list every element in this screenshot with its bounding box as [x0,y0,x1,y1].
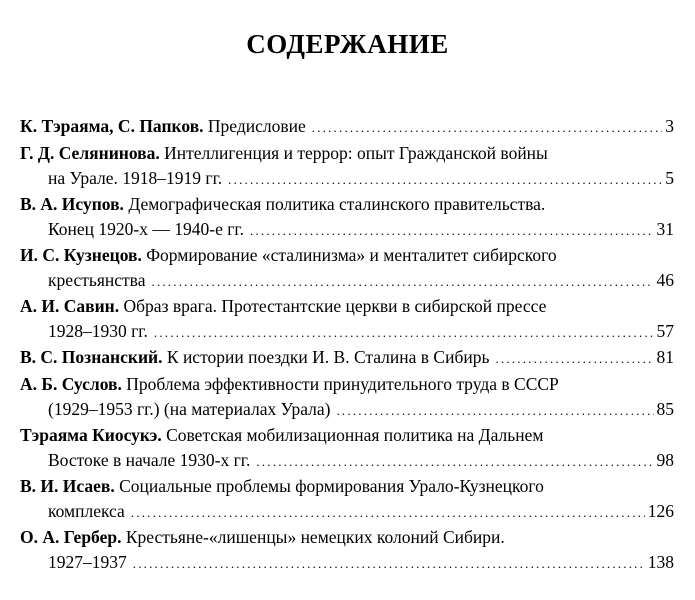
toc-entry-title-continuation: крестьянства [48,270,146,290]
toc-entry-page-number: 98 [656,450,674,470]
toc-entry-title: Интеллигенция и террор: опыт Гражданской войны [164,143,548,163]
toc-entry-title: К истории поездки И. В. Сталина в Сибирь [166,347,490,367]
dot-leader [495,346,653,371]
toc-entry-line [20,448,674,473]
toc-entry-page-number: 3 [665,116,674,136]
toc-entry-author: Тэраяма Киосукэ. [20,425,162,445]
toc-entry-line [20,423,674,448]
toc-entry-title-continuation: (1929–1953 гг.) (на материалах Урала) [48,399,331,419]
toc-entry-title-continuation: Конец 1920-х — 1940-е гг. [48,219,244,239]
toc-entry-title: Образ врага. Протестантские церкви в сибирской прессе [123,296,547,316]
toc-entry-line [20,397,674,422]
toc-entry-line [20,217,674,242]
toc-entry-author: О. А. Гербер. [20,527,122,547]
toc-entry [20,192,674,242]
toc-entry-line [20,141,674,166]
dot-leader [336,398,653,423]
toc-entry-line [20,372,674,397]
toc-entry-author: А. И. Савин. [20,296,120,316]
toc-entry-title: Демографическая политика сталинского правительства. [128,194,546,214]
toc-entry [20,474,674,524]
toc-entry-author: В. А. Исупов. [20,194,124,214]
toc-entry-title: Советская мобилизационная политика на Дальнем [166,425,544,445]
toc-entry-page-number: 138 [647,552,674,572]
toc-entry [20,141,674,191]
toc-entry-title: Крестьяне-«лишенцы» немецких колоний Сибири. [125,527,505,547]
toc-entry-page-number: 57 [656,321,674,341]
toc-entry-page-number: 85 [656,399,674,419]
toc-entry-line [20,294,674,319]
toc-entry-author: Г. Д. Селянинова. [20,143,160,163]
toc-entry-title: Предисловие [207,116,306,136]
toc-entry-author: В. И. Исаев. [20,476,115,496]
toc-entry-title-continuation: 1927–1937 [48,552,127,572]
toc-entry-line [20,474,674,499]
toc-entry [20,423,674,473]
toc-entry [20,345,674,370]
dot-leader [151,269,653,294]
toc-entry [20,243,674,293]
toc-entry-title-continuation: на Урале. 1918–1919 гг. [48,168,223,188]
toc-entry-author: В. С. Познанский. [20,347,163,367]
toc-entry-page-number: 46 [656,270,674,290]
toc-entry-page-number: 126 [647,501,674,521]
toc-entry-author: К. Тэраяма, С. Папков. [20,116,204,136]
toc-entry [20,525,674,575]
dot-leader [250,218,654,243]
toc-entry-author: А. Б. Суслов. [20,374,122,394]
toc-entry-line [20,319,674,344]
toc-entry [20,372,674,422]
toc-entry-author: И. С. Кузнецов. [20,245,142,265]
toc-entry-line [20,345,674,370]
toc-entry-line [20,114,674,139]
toc-entry-line [20,268,674,293]
toc-entry-line [20,525,674,550]
toc-entry-page-number: 81 [656,347,674,367]
dot-leader [154,320,654,345]
toc-entry-title-continuation: 1928–1930 гг. [48,321,148,341]
toc-entry-page-number: 5 [665,168,674,188]
toc-entry-title: Проблема эффективности принудительного труда в СССР [126,374,559,394]
toc-entry [20,114,674,139]
toc-entry-line [20,499,674,524]
toc-entry-line [20,192,674,217]
toc-entry-title: Социальные проблемы формирования Урало-Кузнецкого [119,476,544,496]
toc-entry-line [20,550,674,575]
toc-entry-title: Формирование «сталинизма» и менталитет сибирского [146,245,557,265]
dot-leader [312,115,663,140]
toc-entry-line [20,243,674,268]
dot-leader [256,449,653,474]
toc-entry [20,294,674,344]
toc-entry-line [20,166,674,191]
dot-leader [131,500,645,525]
toc-entry-page-number: 31 [656,219,674,239]
toc-entry-title-continuation: Востоке в начале 1930-х гг. [48,450,251,470]
toc-entry-title-continuation: комплекса [48,501,125,521]
dot-leader [228,167,662,192]
page-title: СОДЕРЖАНИЕ [246,29,449,59]
dot-leader [133,551,645,576]
